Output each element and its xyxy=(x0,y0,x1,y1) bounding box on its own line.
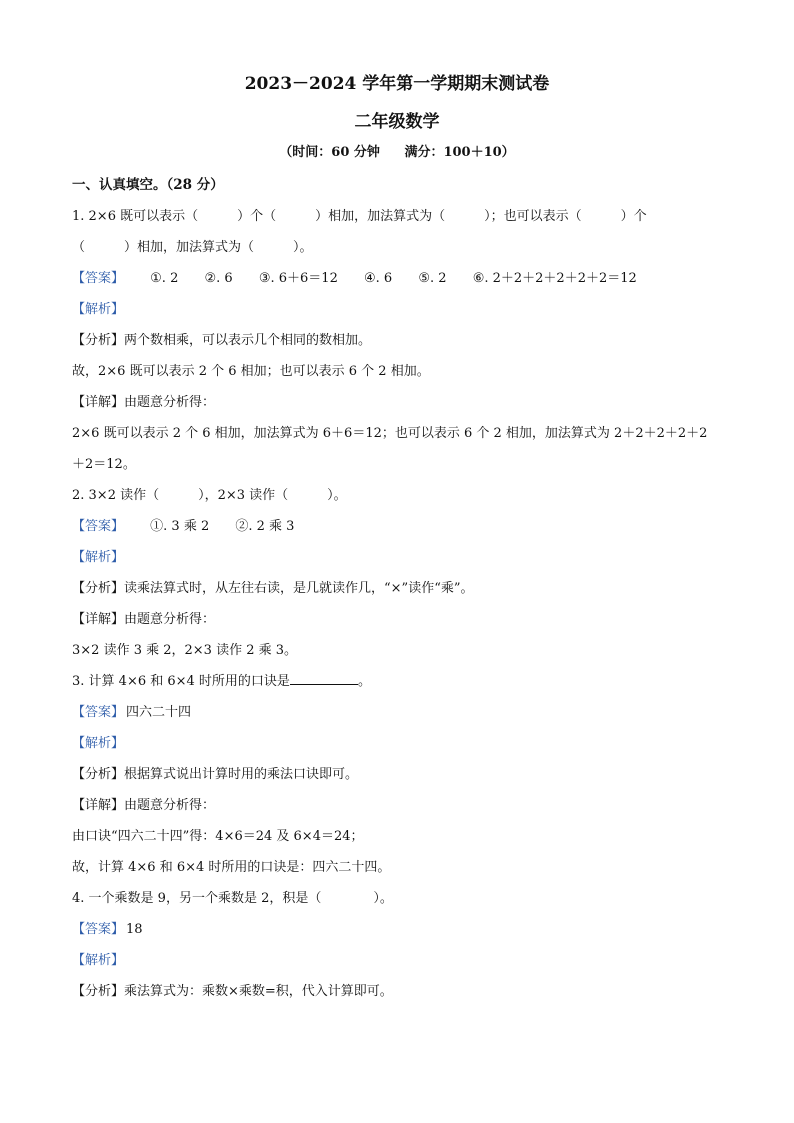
q3-text-end: 。 xyxy=(357,674,371,689)
q2-analysis xyxy=(72,542,722,573)
q1-fenxi xyxy=(72,325,722,356)
q1-analysis xyxy=(72,294,722,325)
exam-subtitle: 二年级数学 xyxy=(354,112,440,132)
q2-detail-text: 由题意分析得： xyxy=(124,612,216,627)
q1-detail-line1: 2×6 既可以表示 2 个 6 相加，加法算式为 6＋6＝12；也可以表示 6 个 2 相加，加法算式为 2＋2＋2＋2＋2 xyxy=(72,426,708,441)
q4-analysis xyxy=(72,945,722,976)
q3-answer-text: 四六二十四 xyxy=(126,705,192,720)
q1-detail xyxy=(72,387,722,418)
detail-label: 【详解】 xyxy=(72,612,125,627)
exam-score: 满分：100＋10） xyxy=(404,145,515,160)
q1-conclusion: 故，2×6 既可以表示 2 个 6 相加；也可以表示 6 个 2 相加。 xyxy=(72,364,430,379)
q2-fenxi-text: 读乘法算式时，从左往右读，是几就读作几，“×”读作“乘”。 xyxy=(124,581,474,596)
q4-answer xyxy=(72,914,722,945)
q3-detail-line1: 由口诀“四六二十四”得：4×6＝24 及 6×4＝24； xyxy=(72,829,364,844)
analysis-label: 【解析】 xyxy=(72,550,125,565)
exam-time: （时间：60 分钟 xyxy=(279,145,380,160)
section-heading: 一、认真填空。（28 分） xyxy=(72,177,224,193)
analysis-label: 【解析】 xyxy=(72,302,125,317)
q2-detail-line1: 3×2 读作 3 乘 2，2×3 读作 2 乘 3。 xyxy=(72,643,298,658)
q1-answer-4: ④. 6 xyxy=(364,271,393,286)
q2-detail xyxy=(72,604,722,635)
analysis-label: 【解析】 xyxy=(72,736,125,751)
q3-line1 xyxy=(72,666,722,697)
q3-detail xyxy=(72,790,722,821)
q1-answer-2: ②. 6 xyxy=(204,271,233,286)
q2-line1: 2. 3×2 读作（ ），2×3 读作（ ）。 xyxy=(72,488,347,503)
q3-detail-text: 由题意分析得： xyxy=(124,798,216,813)
q1-detail-text: 由题意分析得： xyxy=(124,395,216,410)
q1-answer-1: ①. 2 xyxy=(150,271,179,286)
fenxi-label: 【分析】 xyxy=(72,333,125,348)
q1-line2: （ ）相加，加法算式为（ ）。 xyxy=(72,240,313,255)
q3-fenxi xyxy=(72,759,722,790)
q3-text: 3. 计算 4×6 和 6×4 时所用的口诀是 xyxy=(72,674,290,689)
fenxi-label: 【分析】 xyxy=(72,767,125,782)
q2-fenxi xyxy=(72,573,722,604)
q4-fenxi-text: 乘法算式为：乘数×乘数=积，代入计算即可。 xyxy=(124,984,393,999)
q1-detail-line2: ＋2＝12。 xyxy=(72,457,136,472)
analysis-label: 【解析】 xyxy=(72,953,125,968)
q4-answer-text: 18 xyxy=(126,922,143,937)
answer-label: 【答案】 xyxy=(72,922,125,937)
q3-blank xyxy=(290,670,358,685)
q4-line1: 4. 一个乘数是 9，另一个乘数是 2，积是（ ）。 xyxy=(72,891,393,906)
q2-answer-2: ②. 2 乘 3 xyxy=(235,519,295,534)
q1-answer-6: ⑥. 2＋2＋2＋2＋2＋2＝12 xyxy=(472,271,637,286)
fenxi-label: 【分析】 xyxy=(72,984,125,999)
q3-fenxi-text: 根据算式说出计算时用的乘法口诀即可。 xyxy=(124,767,359,782)
exam-content xyxy=(72,170,722,1007)
fenxi-label: 【分析】 xyxy=(72,581,125,596)
detail-label: 【详解】 xyxy=(72,395,125,410)
exam-meta xyxy=(72,144,722,162)
q2-answer-1: ①. 3 乘 2 xyxy=(150,519,210,534)
q4-fenxi xyxy=(72,976,722,1007)
q1-answer-3: ③. 6＋6＝12 xyxy=(258,271,338,286)
detail-label: 【详解】 xyxy=(72,798,125,813)
q1-answer xyxy=(72,263,722,294)
q3-analysis xyxy=(72,728,722,759)
answer-label: 【答案】 xyxy=(72,519,125,534)
answer-label: 【答案】 xyxy=(72,271,125,286)
q1-line1: 1. 2×6 既可以表示（ ）个（ ）相加，加法算式为（ ）；也可以表示（ ）个 xyxy=(72,209,647,224)
q3-answer xyxy=(72,697,722,728)
q1-fenxi-text: 两个数相乘，可以表示几个相同的数相加。 xyxy=(124,333,372,348)
q1-answer-5: ⑤. 2 xyxy=(418,271,447,286)
q3-detail-line2: 故，计算 4×6 和 6×4 时所用的口诀是：四六二十四。 xyxy=(72,860,391,875)
answer-label: 【答案】 xyxy=(72,705,125,720)
q2-answer xyxy=(72,511,722,542)
exam-title: 2023－2024 学年第一学期期末测试卷 xyxy=(244,74,550,94)
